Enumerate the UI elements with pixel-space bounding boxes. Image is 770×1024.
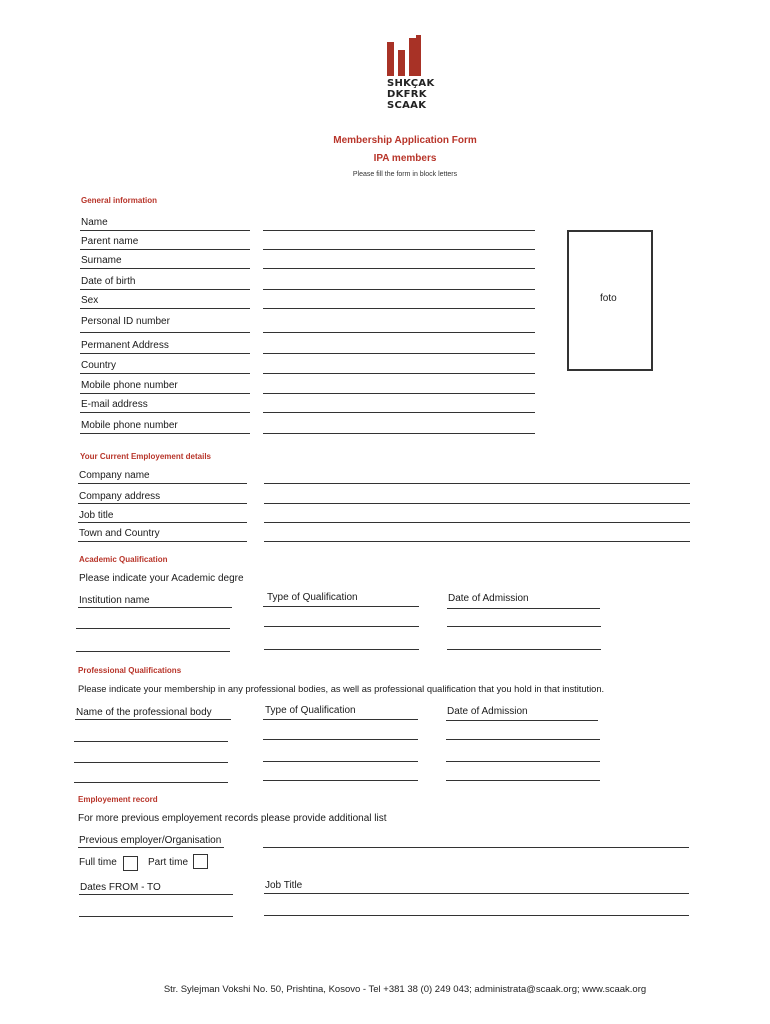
label-underline [78,483,247,484]
professional-type-input-3[interactable] [263,780,418,781]
academic-col-institution: Institution name [79,595,150,606]
mobile-phone-2-input[interactable] [263,433,535,434]
label-underline [80,393,250,394]
label-underline [78,503,247,504]
academic-type-input-1[interactable] [264,626,419,627]
mobile-phone-input[interactable] [263,393,535,394]
section-general-information: General information [81,196,158,205]
academic-institution-input-2[interactable] [76,651,230,652]
academic-date-input-2[interactable] [447,649,601,650]
label-underline [80,289,250,290]
section-employment-record: Employement record [78,795,158,804]
label-job-title-record: Job Title [265,880,303,891]
label-personal-id: Personal ID number [81,316,170,327]
company-name-input[interactable] [264,483,690,484]
professional-col-body: Name of the professional body [76,707,212,718]
label-underline [78,607,232,608]
label-date-of-birth: Date of birth [81,276,136,287]
label-part-time: Part time [148,857,189,868]
dates-input[interactable] [79,916,233,917]
label-underline [80,433,250,434]
logo-bar-2 [398,50,405,76]
professional-col-type: Type of Qualification [265,705,356,716]
section-professional-qualifications: Professional Qualifications [78,666,182,675]
part-time-checkbox[interactable] [193,854,208,869]
label-underline [80,412,250,413]
date-of-birth-input[interactable] [263,289,535,290]
label-company-name: Company name [79,470,150,481]
logo-text-line1: SHKÇAK [387,78,435,89]
job-title-record-input-2[interactable] [264,915,689,916]
label-town-and-country: Town and Country [79,528,160,539]
label-underline [78,847,224,848]
professional-body-input-1[interactable] [74,741,228,742]
label-underline [446,720,598,721]
label-underline [263,719,418,720]
job-title-input[interactable] [264,522,690,523]
professional-col-date: Date of Admission [447,706,528,717]
label-underline [78,522,247,523]
surname-input[interactable] [263,268,535,269]
label-underline [263,606,419,607]
academic-type-input-2[interactable] [264,649,419,650]
label-underline [80,249,250,250]
professional-date-input-1[interactable] [446,739,600,740]
photo-label: foto [600,293,617,304]
label-dates-from-to: Dates FROM - TO [80,882,161,893]
label-name: Name [81,217,108,228]
footer-address: Str. Sylejman Vokshi No. 50, Prishtina, Kosovo - Tel +381 38 (0) 249 043; administrata@scaak.org; www.scaak.org [163,984,647,995]
record-prompt: For more previous employement records please provide additional list [78,813,387,824]
academic-prompt: Please indicate your Academic degre [79,573,244,584]
professional-type-input-1[interactable] [263,739,418,740]
academic-col-date: Date of Admission [448,593,529,604]
logo-bar-1 [387,42,394,76]
professional-date-input-3[interactable] [446,780,600,781]
label-company-address: Company address [79,491,161,502]
label-underline [80,230,250,231]
section-academic-qualification: Academic Qualification [79,555,168,564]
full-time-checkbox[interactable] [123,856,138,871]
label-job-title: Job title [79,510,114,521]
job-title-record-input[interactable] [264,893,689,894]
label-underline [447,608,600,609]
professional-body-input-2[interactable] [74,762,228,763]
logo-bar-3 [409,38,416,76]
section-current-employment: Your Current Employement details [80,452,211,461]
label-underline [78,541,247,542]
label-parent-name: Parent name [81,236,139,247]
label-underline [80,332,250,333]
personal-id-input[interactable] [263,332,535,333]
email-input[interactable] [263,412,535,413]
label-underline [80,373,250,374]
professional-type-input-2[interactable] [263,761,418,762]
label-previous-employer: Previous employer/Organisation [79,835,222,846]
professional-prompt: Please indicate your membership in any professional bodies, as well as professional qualification that you hold in that institution. [78,684,605,694]
name-input[interactable] [263,230,535,231]
logo-bar-4 [416,35,421,76]
label-underline [80,268,250,269]
professional-body-input-3[interactable] [74,782,228,783]
label-underline [80,353,250,354]
company-address-input[interactable] [264,503,690,504]
country-input[interactable] [263,373,535,374]
label-permanent-address: Permanent Address [81,340,169,351]
academic-institution-input-1[interactable] [76,628,230,629]
form-subtitle: IPA members [373,153,437,164]
parent-name-input[interactable] [263,249,535,250]
label-country: Country [81,360,117,371]
previous-employer-input[interactable] [263,847,689,848]
label-underline [80,308,250,309]
label-underline [79,894,233,895]
label-mobile-phone: Mobile phone number [81,380,178,391]
permanent-address-input[interactable] [263,353,535,354]
form-instruction: Please fill the form in block letters [352,171,458,178]
label-mobile-phone-2: Mobile phone number [81,420,178,431]
form-title: Membership Application Form [333,135,477,146]
label-surname: Surname [81,255,122,266]
logo-text-line3: SCAAK [387,100,427,111]
sex-input[interactable] [263,308,535,309]
professional-date-input-2[interactable] [446,761,600,762]
logo-text-line2: DKFRK [387,89,427,100]
town-country-input[interactable] [264,541,690,542]
label-underline [75,719,231,720]
academic-date-input-1[interactable] [447,626,601,627]
academic-col-type: Type of Qualification [267,592,358,603]
label-full-time: Full time [79,857,117,868]
label-sex: Sex [81,295,99,306]
label-email: E-mail address [81,399,148,410]
